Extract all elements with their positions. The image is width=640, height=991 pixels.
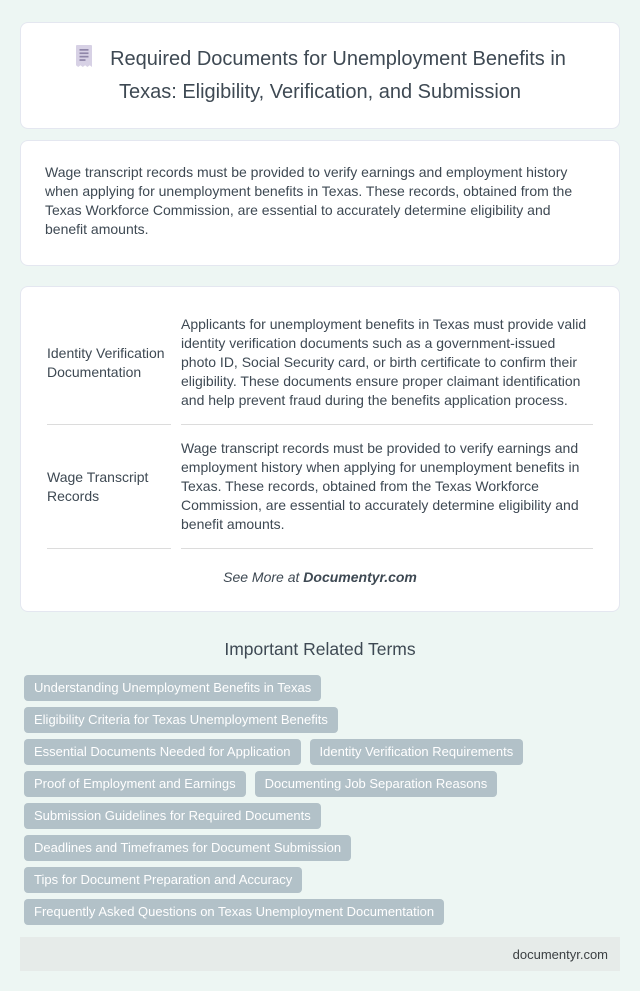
related-terms-list xyxy=(20,675,620,925)
related-term-tag[interactable]: Frequently Asked Questions on Texas Unemployment Documentation xyxy=(24,899,444,925)
summary-text: Wage transcript records must be provided to verify earnings and employment history when applying for unemployment benefits in Texas. These records, obtained from the Texas Workforce Commission, are essential to accurately determine eligibility and benefit amounts. xyxy=(45,164,573,237)
related-terms-heading: Important Related Terms xyxy=(224,639,416,659)
receipt-icon xyxy=(74,44,94,78)
table-row xyxy=(47,425,593,549)
related-term-tag[interactable]: Submission Guidelines for Required Documents xyxy=(24,803,321,829)
details-card xyxy=(20,286,620,612)
related-term-tag[interactable]: Eligibility Criteria for Texas Unemployment Benefits xyxy=(24,707,338,733)
related-term-tag[interactable]: Deadlines and Timeframes for Document Submission xyxy=(24,835,351,861)
table-row xyxy=(47,301,593,425)
footer-bar xyxy=(20,937,620,971)
see-more-line xyxy=(37,569,603,585)
related-term-tag[interactable]: Essential Documents Needed for Application xyxy=(24,739,301,765)
related-term-tag[interactable]: Understanding Unemployment Benefits in Texas xyxy=(24,675,321,701)
page-title-text: Required Documents for Unemployment Benefits in Texas: Eligibility, Verification, and Submission xyxy=(110,48,566,103)
related-term-tag[interactable]: Tips for Document Preparation and Accuracy xyxy=(24,867,302,893)
page-title xyxy=(70,44,570,107)
related-term-tag[interactable]: Identity Verification Requirements xyxy=(310,739,524,765)
see-more-brand: Documentyr.com xyxy=(303,569,417,585)
details-table xyxy=(37,301,603,549)
title-card xyxy=(20,22,620,129)
related-term-tag[interactable]: Documenting Job Separation Reasons xyxy=(255,771,498,797)
term-cell: Wage Transcript Records xyxy=(47,425,171,549)
summary-card xyxy=(20,140,620,266)
see-more-prefix: See More at xyxy=(223,569,304,585)
footer-site-name: documentyr.com xyxy=(512,946,608,962)
term-cell: Identity Verification Documentation xyxy=(47,301,171,425)
description-cell: Applicants for unemployment benefits in Texas must provide valid identity verification documents such as a government-issued photo ID, Social Security card, or birth certificate to confirm their eligibility. These documents ensure proper claimant identification and help prevent fraud during the benefits application process. xyxy=(181,301,593,425)
related-term-tag[interactable]: Proof of Employment and Earnings xyxy=(24,771,246,797)
description-cell: Wage transcript records must be provided to verify earnings and employment history when applying for unemployment benefits in Texas. These records, obtained from the Texas Workforce Commission, are essential to accurately determine eligibility and benefit amounts. xyxy=(181,425,593,549)
